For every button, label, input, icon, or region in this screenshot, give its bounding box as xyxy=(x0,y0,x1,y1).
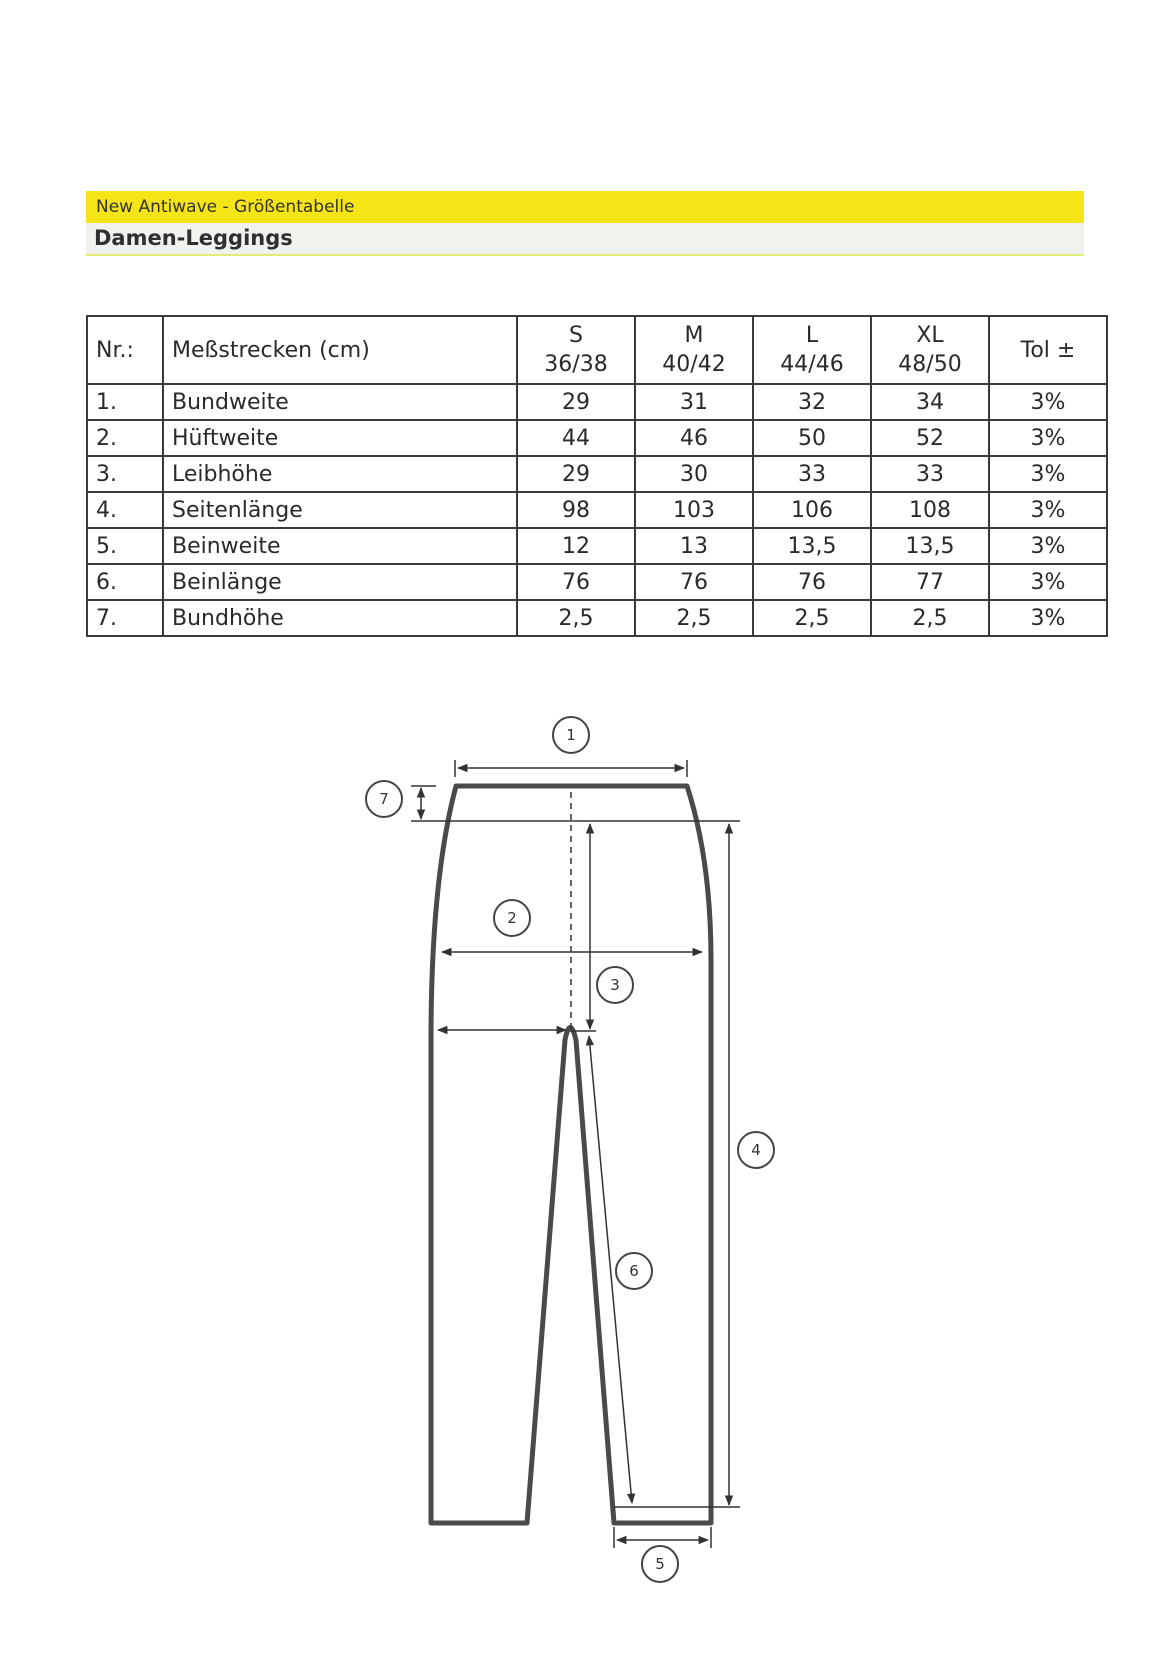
value-tol: 3% xyxy=(989,564,1107,600)
row-name: Beinlänge xyxy=(163,564,517,600)
marker-7 xyxy=(366,781,402,817)
size-label: M xyxy=(684,323,704,348)
row-name: Bundhöhe xyxy=(163,600,517,636)
row-name: Seitenlänge xyxy=(163,492,517,528)
size-range: 48/50 xyxy=(898,352,962,377)
row-name: Leibhöhe xyxy=(163,456,517,492)
row-nr: 6. xyxy=(87,564,163,600)
value-s: 29 xyxy=(517,384,635,420)
row-nr: 7. xyxy=(87,600,163,636)
header-measure: Meßstrecken (cm) xyxy=(163,316,517,384)
value-tol: 3% xyxy=(989,492,1107,528)
value-tol: 3% xyxy=(989,384,1107,420)
svg-text:2: 2 xyxy=(507,909,517,927)
value-tol: 3% xyxy=(989,420,1107,456)
value-xl: 33 xyxy=(871,456,989,492)
svg-text:3: 3 xyxy=(610,976,620,994)
size-label: L xyxy=(805,323,819,348)
svg-text:6: 6 xyxy=(629,1262,639,1280)
value-tol: 3% xyxy=(989,528,1107,564)
marker-3 xyxy=(597,967,633,1003)
value-xl: 52 xyxy=(871,420,989,456)
value-l: 33 xyxy=(753,456,871,492)
value-s: 98 xyxy=(517,492,635,528)
marker-2 xyxy=(494,900,530,936)
size-range: 44/46 xyxy=(780,352,844,377)
size-label: XL xyxy=(916,323,944,348)
value-s: 12 xyxy=(517,528,635,564)
value-xl: 34 xyxy=(871,384,989,420)
marker-6 xyxy=(616,1253,652,1289)
value-l: 50 xyxy=(753,420,871,456)
row-name: Beinweite xyxy=(163,528,517,564)
value-s: 44 xyxy=(517,420,635,456)
page-title: Damen-Leggings xyxy=(94,226,293,250)
marker-5 xyxy=(642,1546,678,1582)
row-nr: 5. xyxy=(87,528,163,564)
header-tolerance: Tol ± xyxy=(989,316,1107,384)
value-m: 103 xyxy=(635,492,753,528)
size-label: S xyxy=(569,323,583,348)
value-m: 30 xyxy=(635,456,753,492)
value-xl: 2,5 xyxy=(871,600,989,636)
marker-1 xyxy=(553,717,589,753)
value-xl: 108 xyxy=(871,492,989,528)
svg-text:5: 5 xyxy=(655,1555,665,1573)
row-nr: 1. xyxy=(87,384,163,420)
value-s: 2,5 xyxy=(517,600,635,636)
size-range: 40/42 xyxy=(662,352,726,377)
value-m: 46 xyxy=(635,420,753,456)
value-l: 76 xyxy=(753,564,871,600)
value-l: 13,5 xyxy=(753,528,871,564)
marker-4 xyxy=(738,1132,774,1168)
size-range: 36/38 xyxy=(544,352,608,377)
value-m: 13 xyxy=(635,528,753,564)
value-m: 31 xyxy=(635,384,753,420)
row-name: Bundweite xyxy=(163,384,517,420)
row-nr: 2. xyxy=(87,420,163,456)
value-xl: 13,5 xyxy=(871,528,989,564)
svg-text:4: 4 xyxy=(751,1141,761,1159)
value-m: 76 xyxy=(635,564,753,600)
value-tol: 3% xyxy=(989,456,1107,492)
value-tol: 3% xyxy=(989,600,1107,636)
value-l: 106 xyxy=(753,492,871,528)
value-xl: 77 xyxy=(871,564,989,600)
row-name: Hüftweite xyxy=(163,420,517,456)
value-s: 29 xyxy=(517,456,635,492)
value-m: 2,5 xyxy=(635,600,753,636)
svg-text:1: 1 xyxy=(566,726,576,744)
row-nr: 4. xyxy=(87,492,163,528)
header-nr: Nr.: xyxy=(87,316,163,384)
value-l: 2,5 xyxy=(753,600,871,636)
brand-title: New Antiwave - Größentabelle xyxy=(96,197,355,217)
row-nr: 3. xyxy=(87,456,163,492)
value-l: 32 xyxy=(753,384,871,420)
svg-text:7: 7 xyxy=(379,790,389,808)
value-s: 76 xyxy=(517,564,635,600)
